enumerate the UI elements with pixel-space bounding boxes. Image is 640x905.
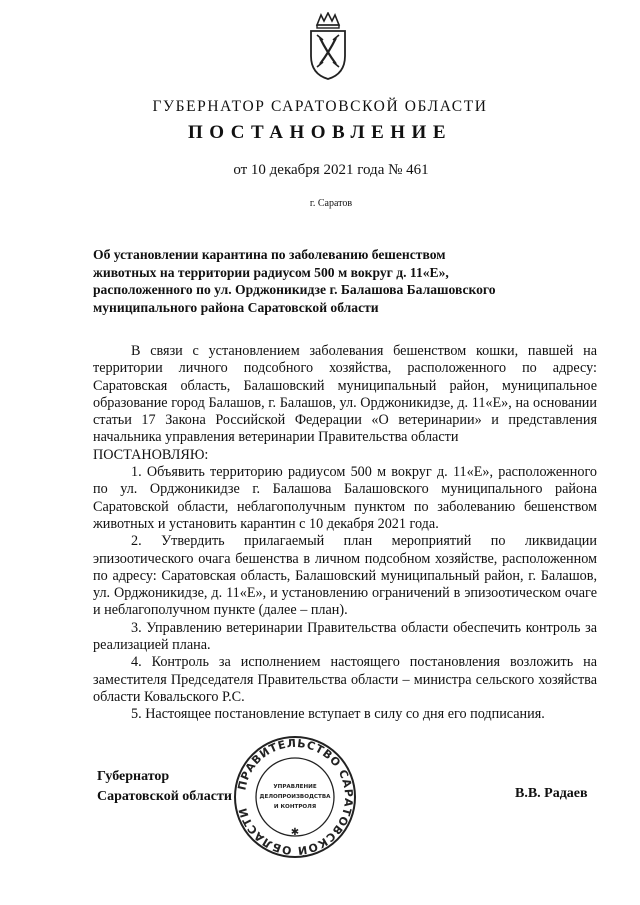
signatory-position-line: Саратовской области bbox=[97, 789, 232, 804]
title-line: расположенного по ул. Орджоникидзе г. Балашова Балашовского bbox=[93, 282, 496, 297]
stamp-outer-text: ПРАВИТЕЛЬСТВО САРАТОВСКОЙ ОБЛАСТИ bbox=[235, 736, 356, 858]
signatory-position bbox=[97, 767, 232, 807]
stamp-inner-line: ДЕЛОПРОИЗВОДСТВА bbox=[259, 794, 331, 800]
saratov-coat-of-arms-icon bbox=[303, 12, 353, 82]
document-body bbox=[93, 343, 597, 724]
intro-paragraph: В связи с установлением заболевания бешенством кошки, павшей на территории личного подсобного хозяйства, расположенного по адресу: Саратовская область, Балашовский муниципальный район, муниципальное образование город Балашов, г. Балашов, ул. Орджоникидзе, д. 11«Е», на основании статьи 17 Закона Российской Федерации «О ветеринарии» и представления начальника управления ветеринарии Правительства области bbox=[93, 343, 597, 446]
document-date-number: от 10 декабря 2021 года № 461 bbox=[233, 162, 429, 178]
list-item: 1. Объявить территорию радиусом 500 м вокруг д. 11«Е», расположенного по ул. Орджоникидзе г. Балашова Балашовского муниципального района Саратовской области, неблагополучным пунктом по заболеванию бешенством животных и установить карантин с 10 декабря 2021 года. bbox=[93, 464, 597, 532]
document-title bbox=[93, 246, 508, 316]
list-item: 4. Контроль за исполнением настоящего постановления возложить на заместителя Председателя Правительства области – министра сельского хозяйства области Ковальского Р.С. bbox=[93, 654, 597, 705]
stamp-inner-line: УПРАВЛЕНИЕ bbox=[273, 784, 317, 790]
title-line: животных на территории радиусом 500 м вокруг д. 11«Е», bbox=[93, 264, 449, 280]
stamp-star-icon: ✱ bbox=[290, 827, 300, 838]
document-city: г. Саратов bbox=[309, 198, 353, 209]
signatory-position-line: Губернатор bbox=[97, 769, 170, 784]
list-item: 2. Утвердить прилагаемый план мероприятий по ликвидации эпизоотического очага бешенства в личном подсобном хозяйстве, расположенном по адресу: Саратовская область, Балашовский муниципальный район, г. Балашов, ул. Орджоникидзе, д. 11«Е», и установлению ограничений в эпизоотическом очаге и неблагополучном пункте (далее – план). bbox=[93, 533, 597, 619]
official-stamp bbox=[232, 734, 358, 860]
list-item: 5. Настоящее постановление вступает в силу со дня его подписания. bbox=[131, 706, 545, 723]
list-item: 3. Управлению ветеринарии Правительства области обеспечить контроль за реализацией плана. bbox=[93, 619, 597, 654]
document-type: ПОСТАНОВЛЕНИЕ bbox=[187, 122, 453, 143]
signatory-name: В.В. Радаев bbox=[515, 786, 588, 801]
stamp-inner-line: И КОНТРОЛЯ bbox=[273, 804, 317, 810]
title-line: Об установлении карантина по заболеванию бешенством bbox=[93, 247, 446, 262]
title-line: муниципального района Саратовской области bbox=[93, 299, 379, 315]
issuing-authority: ГУБЕРНАТОР САРАТОВСКОЙ ОБЛАСТИ bbox=[152, 98, 488, 115]
decree-word: ПОСТАНОВЛЯЮ: bbox=[93, 446, 209, 463]
